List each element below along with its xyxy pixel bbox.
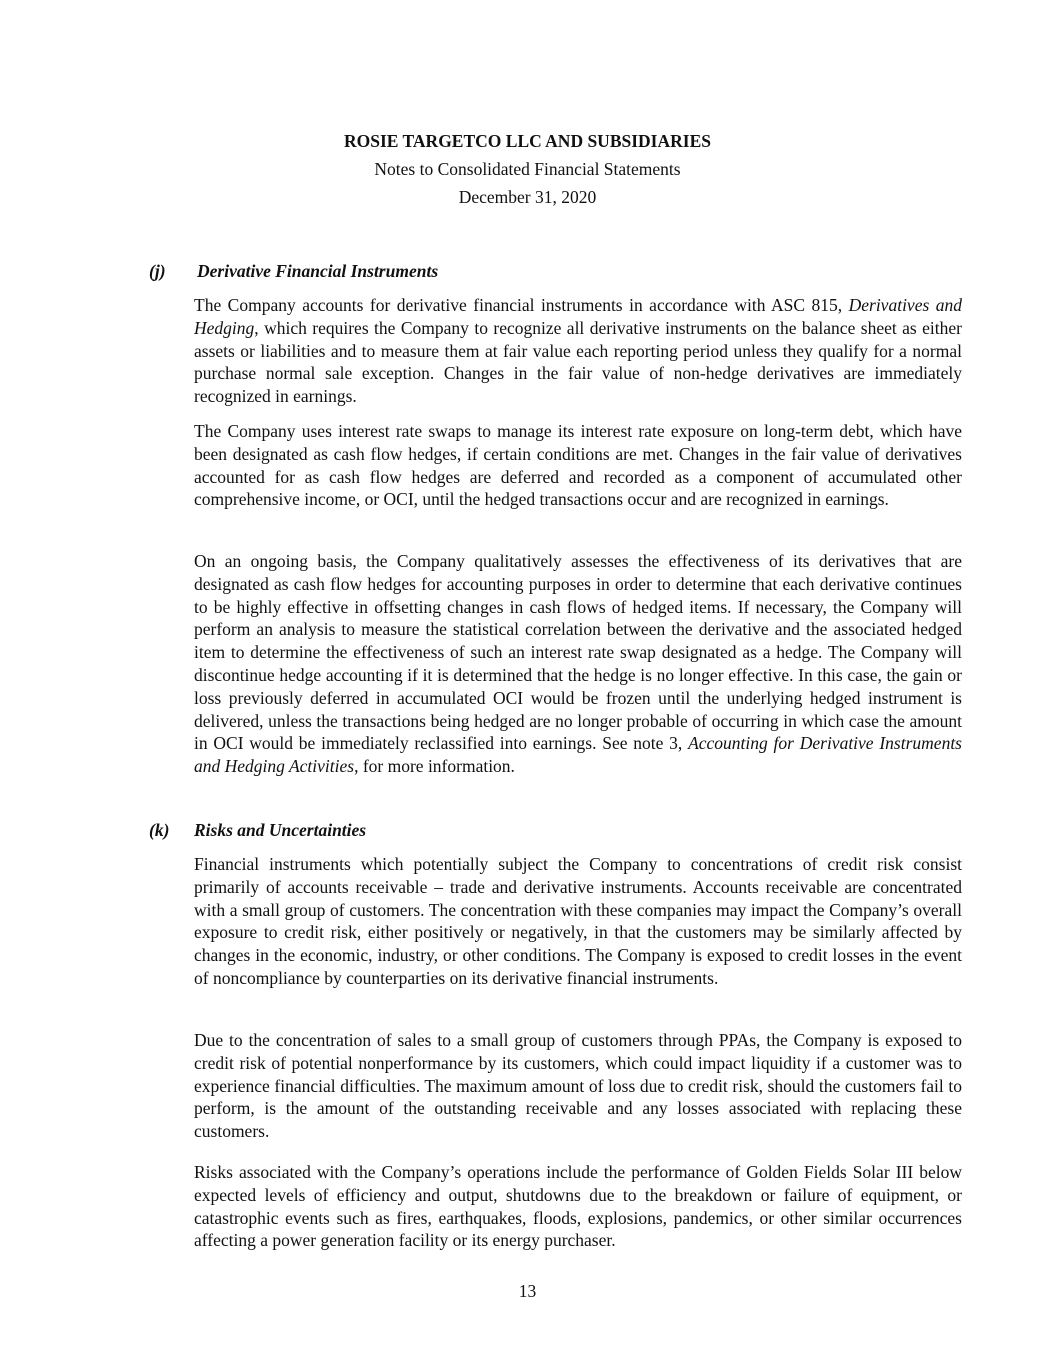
paragraph-citation: Derivatives and Hedging: [194, 295, 963, 338]
paragraph: [194, 550, 962, 778]
paragraph-text: , which requires the Company to recognize all derivative instruments on the balance sheet as either assets or liabilities and to measure them at fair value each reporting period unless they qualify for a normal purchase normal sale exception. Changes in the fair value of non-hedge derivatives are immediately recognized in earnings.: [194, 317, 962, 407]
paragraph-text: , for more information.: [354, 756, 515, 777]
paragraph-citation: Accounting for Derivative Instruments and Hedging Activities: [194, 733, 962, 777]
document-subtitle: Notes to Consolidated Financial Statements: [374, 159, 681, 179]
paragraph: [194, 420, 962, 511]
section-title: Derivative Financial Instruments: [197, 261, 439, 281]
company-name: ROSIE TARGETCO LLC AND SUBSIDIARIES: [344, 131, 711, 151]
paragraph: [194, 1161, 962, 1252]
paragraph: [194, 1029, 962, 1143]
paragraph-text: The Company uses interest rate swaps to manage its interest rate exposure on long-term debt, which have been designated as cash flow hedges, if certain conditions are met. Changes in the fair value of derivatives accounted for as cash flow hedges are deferred and recorded as a component of accumulated other comprehensive income, or OCI, until the hedged transactions occur and are recognized in earnings.: [194, 421, 962, 510]
paragraph-text: The Company accounts for derivative financial instruments in accordance with ASC 815,: [194, 295, 849, 315]
page-number: 13: [518, 1281, 537, 1301]
section-letter: (k): [149, 820, 170, 840]
statement-date: December 31, 2020: [458, 187, 597, 207]
paragraph: [194, 853, 962, 990]
section-title: Risks and Uncertainties: [194, 820, 367, 840]
paragraph-text: Due to the concentration of sales to a small group of customers through PPAs, the Company is exposed to credit risk of potential nonperformance by its customers, which could impact liquidity if a customer was to experience financial difficulties. The maximum amount of loss due to credit risk, should the customers fail to perform, is the amount of the outstanding receivable and any losses associated with replacing these customers.: [194, 1030, 962, 1142]
paragraph-text: On an ongoing basis, the Company qualitatively assesses the effectiveness of its derivatives that are designated as cash flow hedges for accounting purposes in order to determine that each derivative continues to be highly effective in offsetting changes in cash flows of hedged items. If necessary, the Company will perform an analysis to measure the statistical correlation between the derivative and the associated hedged item to determine the effectiveness of such an interest rate swap designated as a hedge. The Company will discontinue hedge accounting if it is determined that the hedge is no longer effective. In this case, the gain or loss previously deferred in accumulated OCI would be frozen until the underlying hedged instrument is delivered, unless the transactions being hedged are no longer probable of occurring in which case the amount in OCI would be immediately reclassified into earnings. See note 3,: [194, 551, 962, 754]
paragraph-text: Risks associated with the Company’s operations include the performance of Golden Fields Solar III below expected levels of efficiency and output, shutdowns due to the breakdown or failure of equipment, or catastrophic events such as fires, earthquakes, floods, explosions, pandemics, or other similar occurrences affecting a power generation facility or its energy purchaser.: [194, 1162, 962, 1251]
section-letter: (j): [149, 261, 166, 281]
paragraph-text: Financial instruments which potentially subject the Company to concentrations of credit risk consist primarily of accounts receivable – trade and derivative instruments. Accounts receivable are concentrated with a small group of customers. The concentration with these companies may impact the Company’s overall exposure to credit risk, either positively or negatively, in that the customers may be similarly affected by changes in the economic, industry, or other conditions. The Company is exposed to credit losses in the event of noncompliance by counterparties on its derivative financial instruments.: [194, 854, 962, 988]
paragraph: [194, 294, 962, 408]
